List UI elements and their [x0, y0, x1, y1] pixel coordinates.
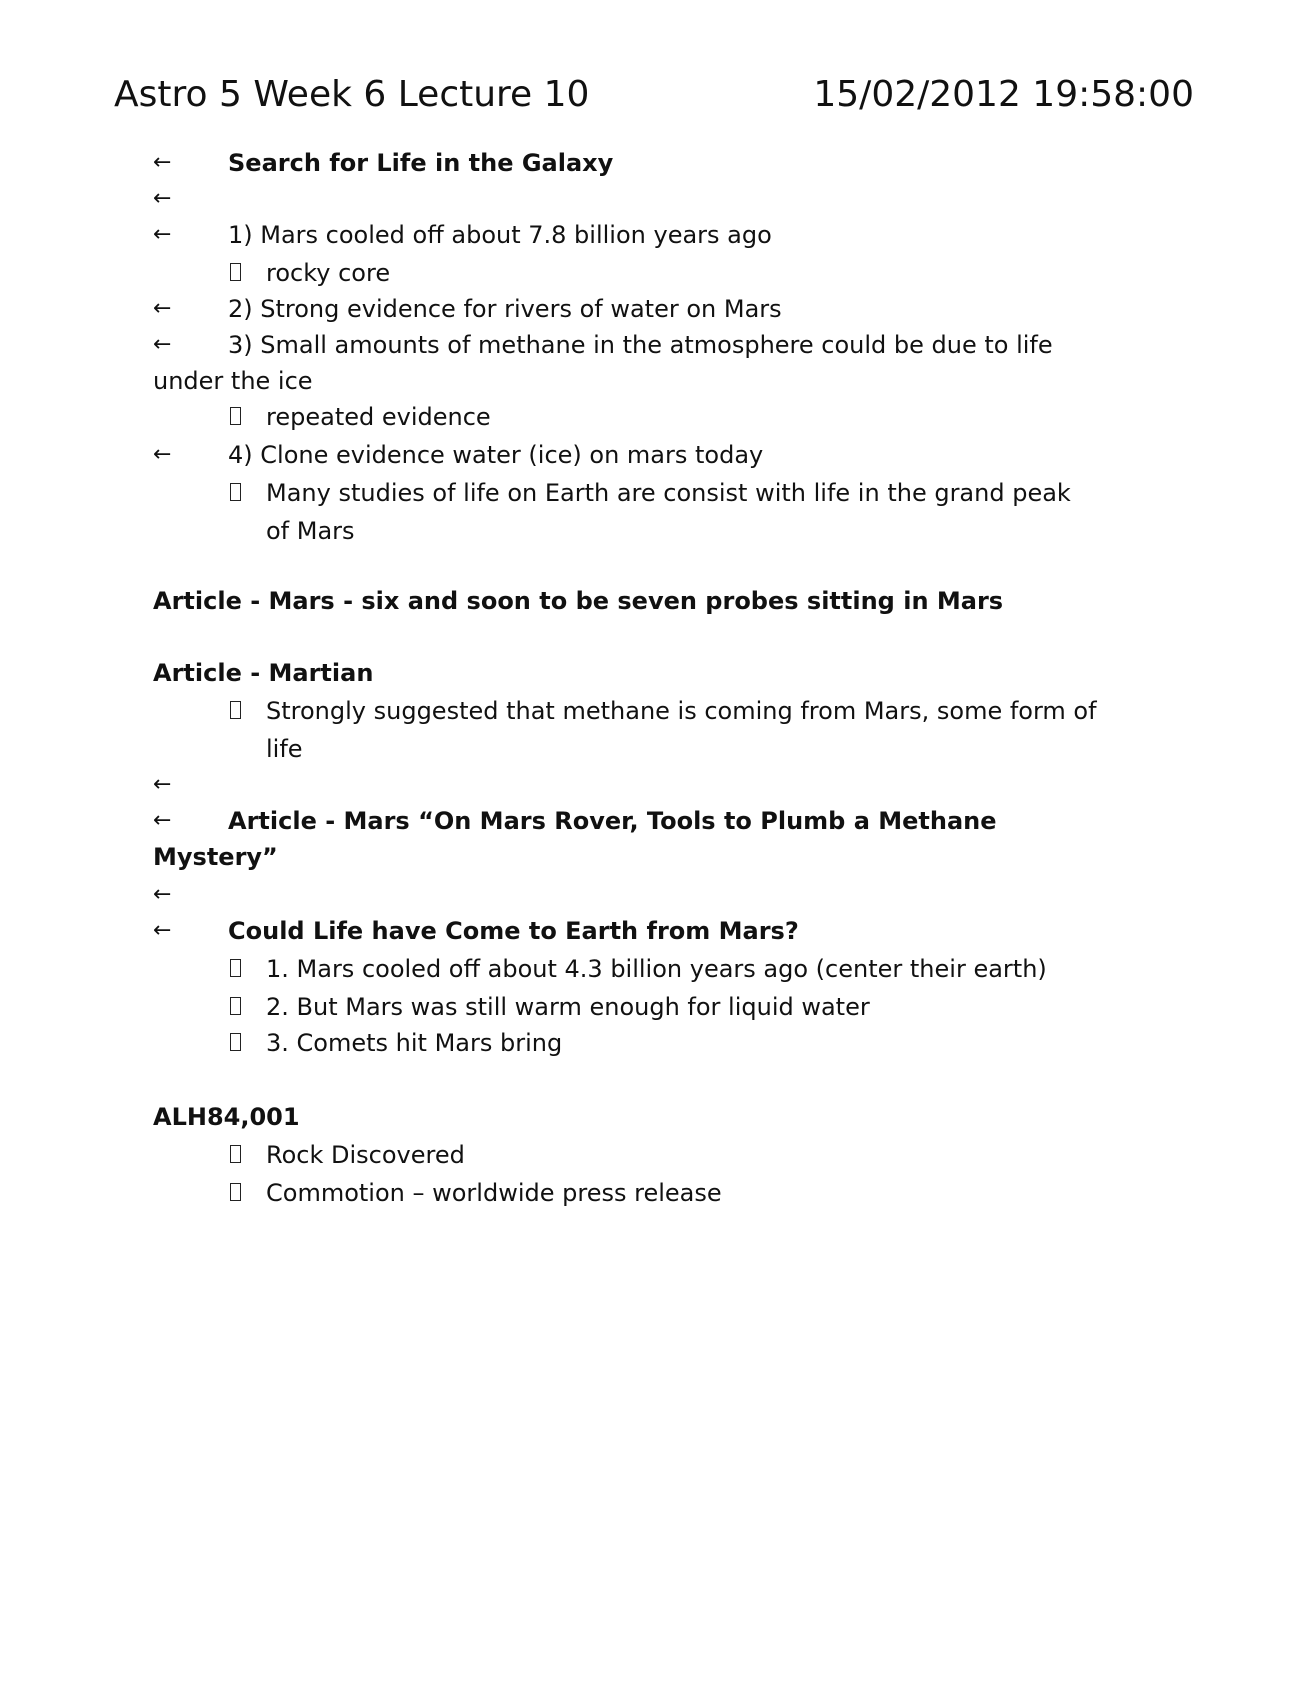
arrow-icon: ←: [153, 186, 172, 211]
arrow-icon: ←: [153, 222, 172, 247]
page-title: Astro 5 Week 6 Lecture 10: [114, 74, 590, 115]
article-heading: Article - Mars - six and soon to be seven probes sitting in Mars: [153, 587, 1004, 615]
page-timestamp: 15/02/2012 19:58:00: [813, 74, 1194, 115]
sub-item-text: repeated evidence: [266, 403, 491, 431]
bullet-box-icon: [230, 701, 241, 719]
article-heading-continued: Mystery”: [153, 843, 278, 871]
sub-item: [230, 1024, 1130, 1062]
line-item-3-continued: [153, 362, 1153, 400]
list-item-text: 3) Small amounts of methane in the atmosphere could be due to life: [228, 331, 1053, 359]
article-heading: Article - Martian: [153, 659, 374, 687]
list-item-text-continued: under the ice: [153, 367, 313, 395]
sub-item-text: Many studies of life on Earth are consist with life in the grand peak of Mars: [266, 479, 1071, 545]
article-heading: Article - Mars “On Mars Rover, Tools to Plumb a Methane: [228, 807, 997, 835]
bullet-box-icon: [230, 1183, 241, 1201]
bullet-box-icon: [230, 1033, 241, 1051]
bullet-box-icon: [230, 1145, 241, 1163]
arrow-icon: ←: [153, 772, 172, 797]
sub-item: [230, 1174, 1130, 1212]
arrow-icon: ←: [153, 150, 172, 175]
bullet-box-icon: [230, 263, 241, 281]
arrow-icon: ←: [153, 442, 172, 467]
arrow-icon: ←: [153, 332, 172, 357]
sub-item-text: 3. Comets hit Mars bring: [266, 1029, 563, 1057]
sub-item: [230, 950, 1130, 988]
sub-item-text: Commotion – worldwide press release: [266, 1179, 722, 1207]
bullet-box-icon: [230, 483, 241, 501]
sub-item: [230, 692, 1100, 768]
sub-item: [230, 1136, 1130, 1174]
sub-item: [230, 254, 1130, 292]
section-heading: Could Life have Come to Earth from Mars?: [228, 917, 799, 945]
sub-item-text: rocky core: [266, 259, 391, 287]
arrow-icon: ←: [153, 882, 172, 907]
bullet-box-icon: [230, 959, 241, 977]
line-article-heading-continued: [153, 838, 1153, 876]
sub-item-text: Strongly suggested that methane is coming from Mars, some form of life: [266, 697, 1097, 763]
bullet-box-icon: [230, 997, 241, 1015]
list-item-text: 1) Mars cooled off about 7.8 billion years ago: [228, 221, 772, 249]
sub-item-text: 1. Mars cooled off about 4.3 billion years ago (center their earth): [266, 955, 1047, 983]
list-item-text: 4) Clone evidence water (ice) on mars today: [228, 441, 764, 469]
section-heading: ALH84,001: [153, 1103, 300, 1131]
sub-item: [230, 988, 1130, 1026]
sub-item-text: Rock Discovered: [266, 1141, 465, 1169]
sub-item: [230, 474, 1100, 550]
page-header: [114, 74, 1194, 124]
arrow-icon: ←: [153, 808, 172, 833]
sub-item-text: 2. But Mars was still warm enough for liquid water: [266, 993, 870, 1021]
arrow-icon: ←: [153, 296, 172, 321]
arrow-icon: ←: [153, 918, 172, 943]
sub-item: [230, 398, 1130, 436]
section-heading: Search for Life in the Galaxy: [228, 149, 614, 177]
list-item-text: 2) Strong evidence for rivers of water on Mars: [228, 295, 782, 323]
bullet-box-icon: [230, 407, 241, 425]
